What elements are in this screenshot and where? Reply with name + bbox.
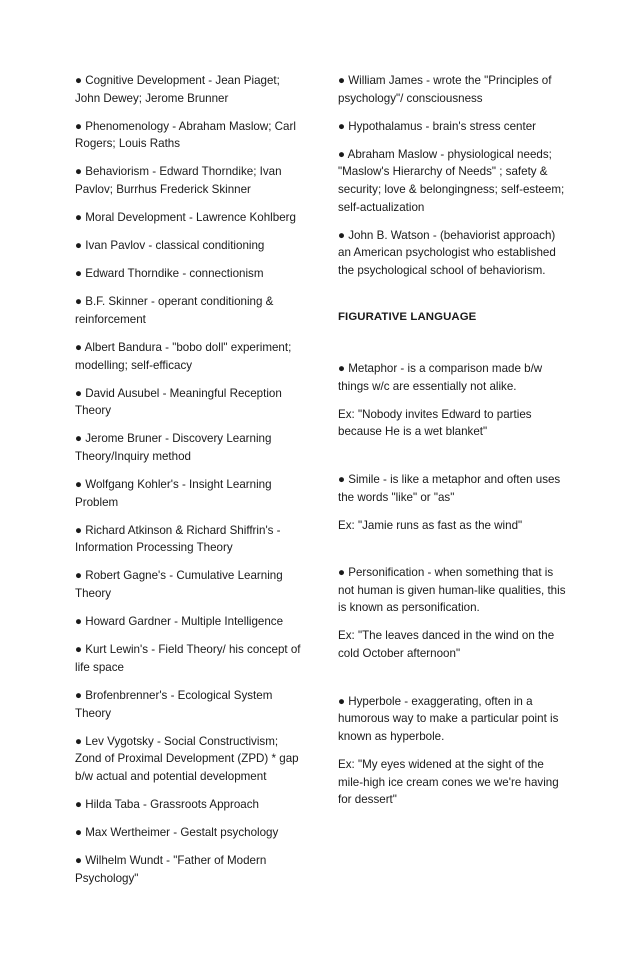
list-item: ● Phenomenology - Abraham Maslow; Carl Rogers; Louis Raths xyxy=(75,119,296,151)
definition-metaphor: ● Metaphor - is a comparison made b/w things w/c are essentially not alike. xyxy=(338,362,543,393)
list-item: ● Hilda Taba - Grassroots Approach xyxy=(75,797,260,811)
list-item: ● Brofenbrenner's - Ecological System Theory xyxy=(75,688,273,720)
list-item: ● Edward Thorndike - connectionism xyxy=(75,267,264,281)
list-item: ● Wolfgang Kohler's - Insight Learning Problem xyxy=(75,478,272,509)
definition-hyperbole: ● Hyperbole - exaggerating, often in a humorous way to make a particular point is known as hyperbole. xyxy=(338,694,559,743)
list-item: ● Moral Development - Lawrence Kohlberg xyxy=(75,211,296,225)
list-item: ● Jerome Bruner - Discovery Learning Theory/Inquiry method xyxy=(75,432,272,463)
list-item: ● William James - wrote the "Principles of psychology"/ consciousness xyxy=(338,74,552,105)
list-item: ● Kurt Lewin's - Field Theory/ his concept of life space xyxy=(75,643,301,674)
example-simile: Ex: "Jamie runs as fast as the wind" xyxy=(338,518,523,532)
example-metaphor: Ex: "Nobody invites Edward to parties because He is a wet blanket" xyxy=(338,407,532,439)
list-item: ● Ivan Pavlov - classical conditioning xyxy=(75,239,265,253)
list-item: ● David Ausubel - Meaningful Reception Theory xyxy=(75,386,282,418)
list-item: ● B.F. Skinner - operant conditioning & reinforcement xyxy=(75,295,274,326)
definition-simile: ● Simile - is like a metaphor and often uses the words "like" or "as" xyxy=(338,472,561,504)
list-item: ● Behaviorism - Edward Thorndike; Ivan Pavlov; Burrhus Frederick Skinner xyxy=(75,165,282,196)
example-hyperbole: Ex: "My eyes widened at the sight of the mile-high ice cream cones we we're having for dessert" xyxy=(338,757,559,807)
list-item: ● Lev Vygotsky - Social Constructivism; Zond of Proximal Development (ZPD) * gap b/w actual and potential development xyxy=(75,734,299,783)
list-item: ● Hypothalamus - brain's stress center xyxy=(338,119,537,133)
list-item: ● Max Wertheimer - Gestalt psychology xyxy=(75,826,279,839)
section-heading-figurative-language: FIGURATIVE LANGUAGE xyxy=(338,311,477,324)
example-personification: Ex: "The leaves danced in the wind on the cold October afternoon" xyxy=(338,629,555,661)
left-column xyxy=(75,72,307,898)
list-item: ● Albert Bandura - "bobo doll" experiment; modelling; self-efficacy xyxy=(75,341,292,372)
list-item: ● Abraham Maslow - physiological needs; "Maslow's Hierarchy of Needs" ; safety & security; love & belongingness; self-esteem; self-actualization xyxy=(338,147,565,214)
right-column xyxy=(338,72,570,819)
list-item: ● Wilhelm Wundt - "Father of Modern Psychology" xyxy=(75,854,267,885)
list-item: ● John B. Watson - (behaviorist approach) an American psychologist who established the psychological school of behaviorism. xyxy=(338,228,556,277)
list-item: ● Cognitive Development - Jean Piaget; John Dewey; Jerome Brunner xyxy=(75,74,280,105)
list-item: ● Robert Gagne's - Cumulative Learning Theory xyxy=(75,569,283,601)
list-item: ● Richard Atkinson & Richard Shiffrin's - Information Processing Theory xyxy=(75,523,281,555)
definition-personification: ● Personification - when something that is not human is given human-like qualities, this is known as personification. xyxy=(338,566,566,615)
list-item: ● Howard Gardner - Multiple Intelligence xyxy=(75,615,284,629)
